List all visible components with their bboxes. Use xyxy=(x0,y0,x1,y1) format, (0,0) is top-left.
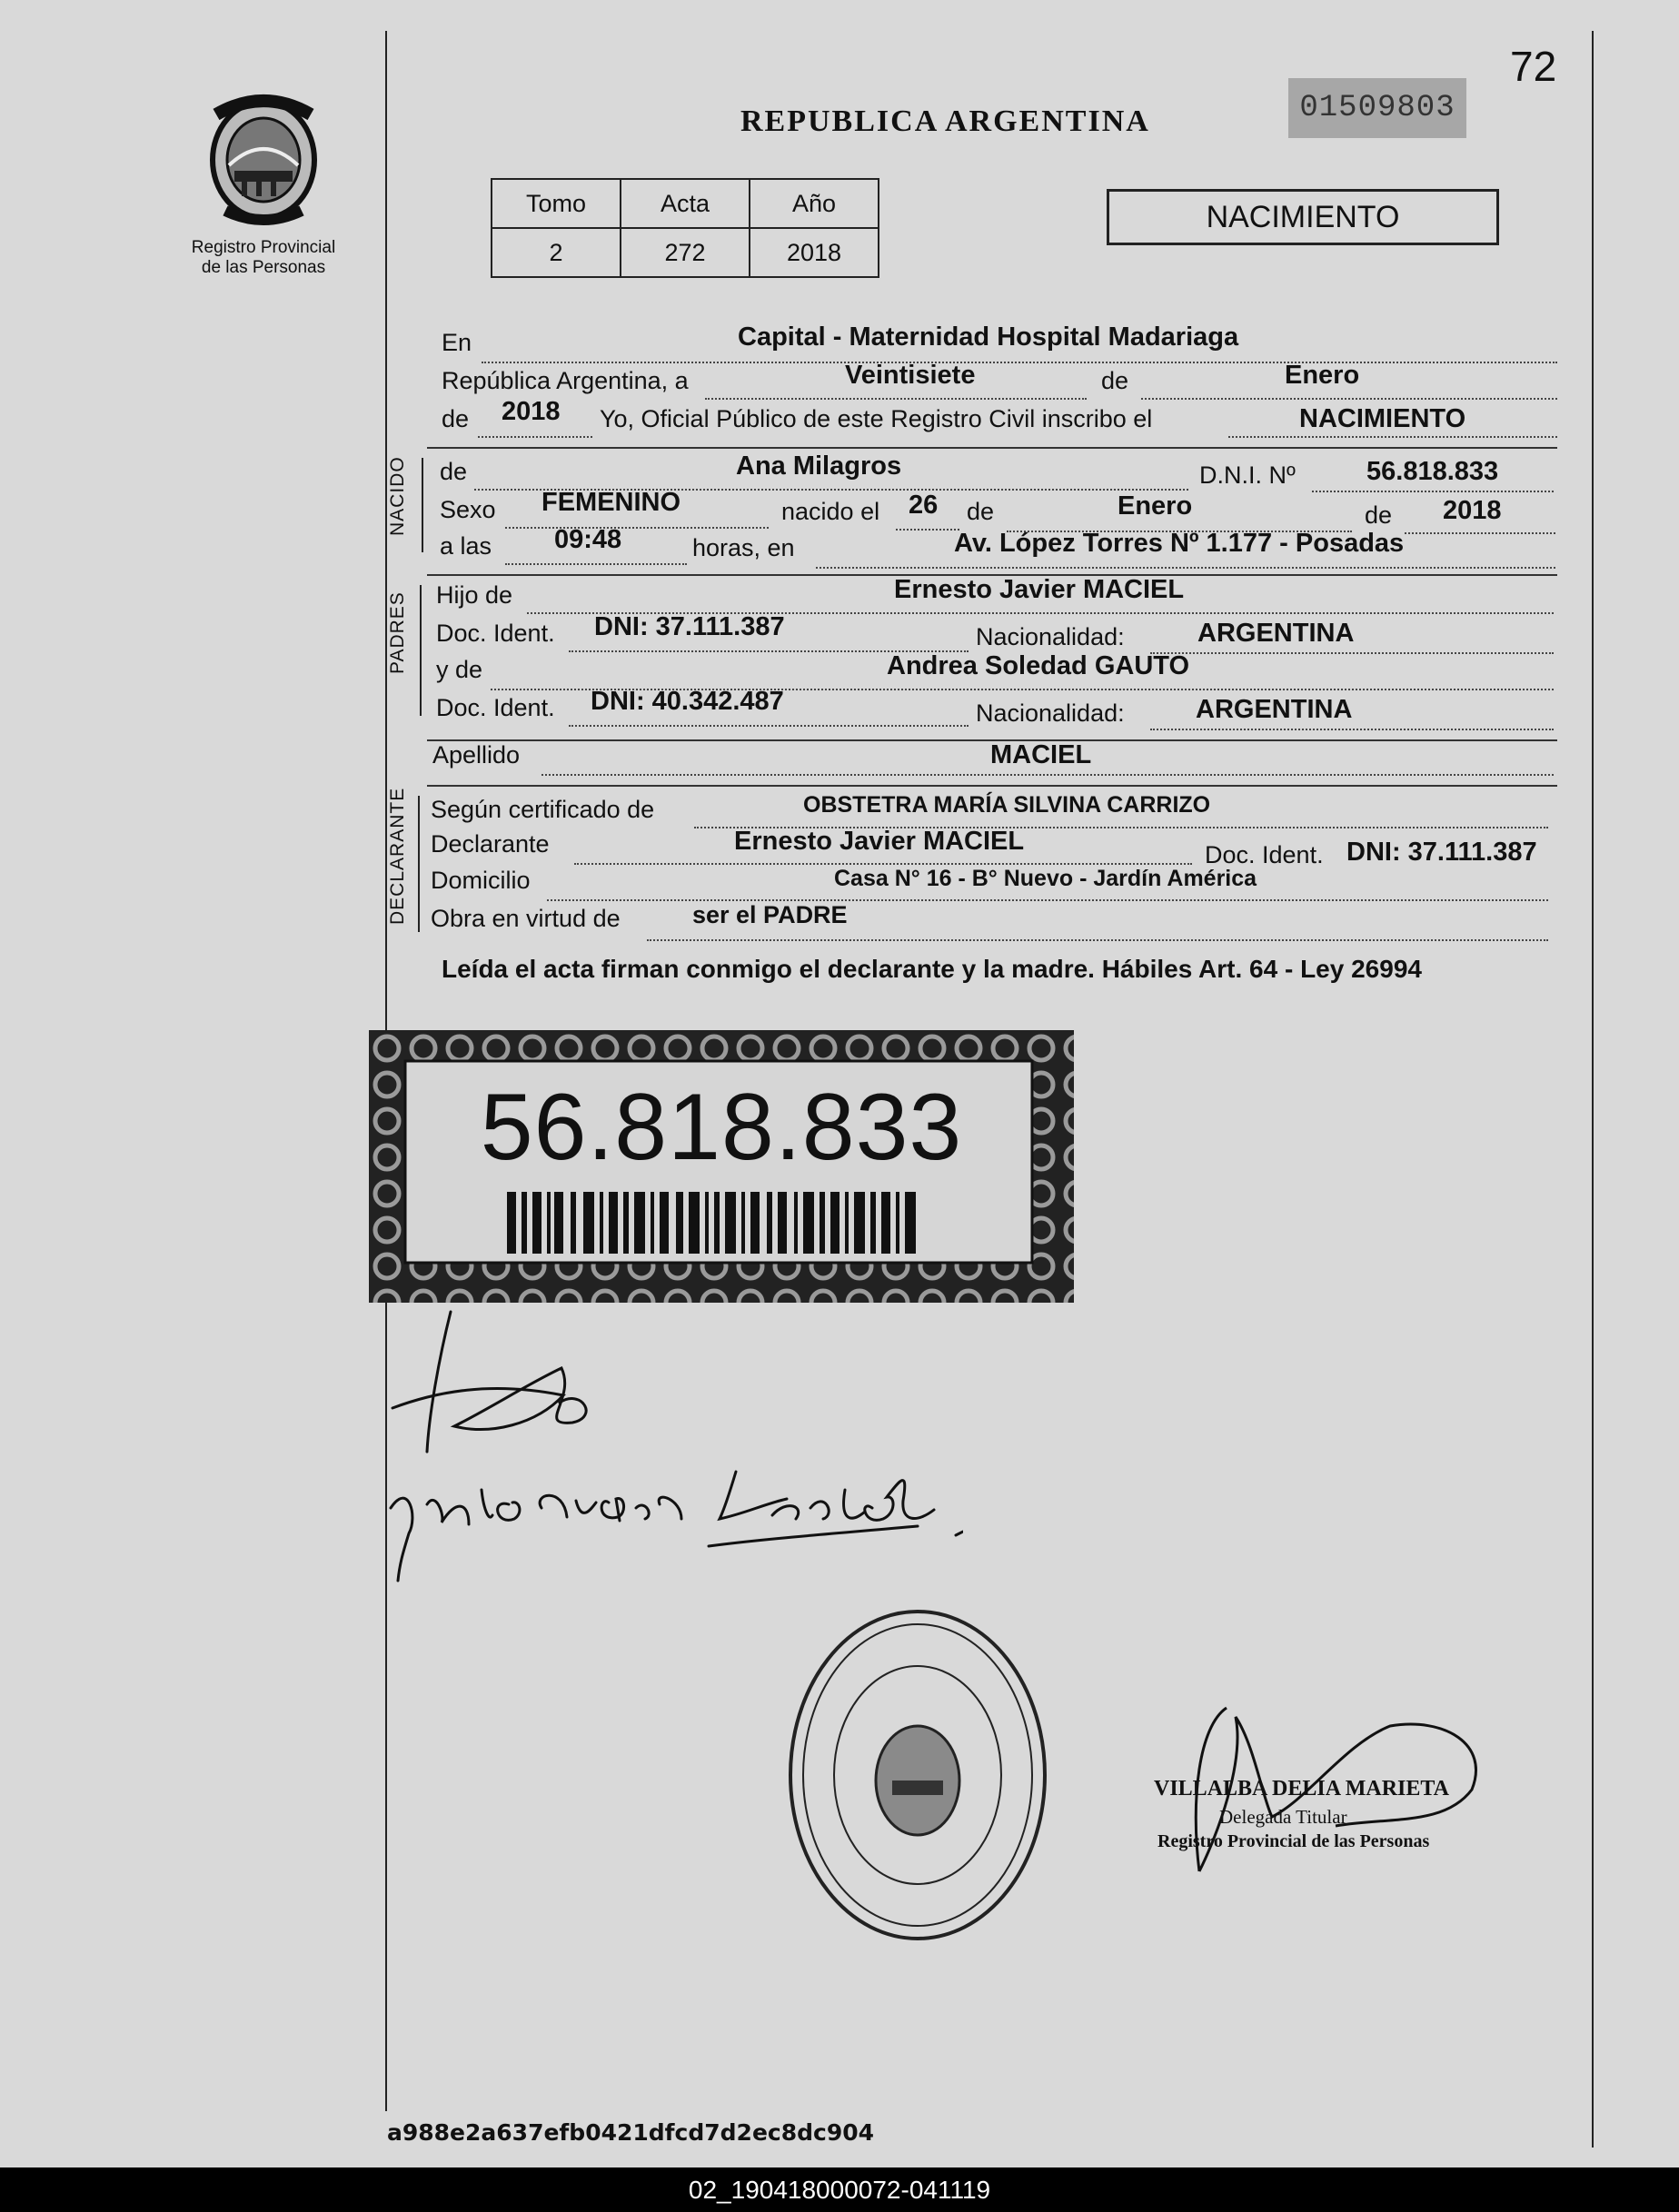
footer-id-bar: 02_190418000072-041119 xyxy=(0,2167,1679,2212)
registry-caption: Registro Provincial de las Personas xyxy=(191,238,336,277)
father-doc-value: DNI: 37.111.387 xyxy=(594,612,785,641)
nacido-el-label: nacido el xyxy=(781,498,880,525)
signing-note: Leída el acta firman conmigo el declarante y la madre. Hábiles Art. 64 - Ley 26994 xyxy=(442,955,1422,983)
declarant-signature-stroke xyxy=(427,1312,451,1452)
record-type-box: NACIMIENTO xyxy=(1107,189,1499,245)
apellido-value: MACIEL xyxy=(990,740,1092,769)
tomo-header: Tomo xyxy=(492,179,621,228)
de-label: de xyxy=(1101,367,1129,394)
dotted-line xyxy=(647,939,1548,941)
birth-time-value: 09:48 xyxy=(554,525,622,554)
nacionalidad-label: Nacionalidad: xyxy=(976,623,1125,650)
hijo-de-label: Hijo de xyxy=(436,581,513,609)
document-heading: REPUBLICA ARGENTINA xyxy=(740,104,1150,138)
father-name-value: Ernesto Javier MACIEL xyxy=(894,575,1185,604)
dotted-line xyxy=(1141,398,1557,400)
father-nationality-value: ARGENTINA xyxy=(1197,619,1355,648)
day-words-value: Veintisiete xyxy=(845,361,976,390)
doc-ident-label: Doc. Ident. xyxy=(1205,841,1324,868)
signatures-handwritten xyxy=(382,1308,963,1599)
barcode-icon xyxy=(507,1192,925,1254)
dotted-line xyxy=(1312,491,1554,492)
apellido-label: Apellido xyxy=(432,741,521,769)
mother-name-value: Andrea Soledad GAUTO xyxy=(887,651,1190,680)
mother-signature-stroke xyxy=(391,1490,520,1581)
record-table-values xyxy=(492,228,879,277)
dotted-line xyxy=(574,863,1192,865)
declarante-bracket xyxy=(418,796,420,932)
doc-ident-label: Doc. Ident. xyxy=(436,694,555,721)
record-table-header xyxy=(492,179,879,228)
dotted-line xyxy=(505,527,769,529)
official-title: Delegada Titular xyxy=(1219,1806,1347,1828)
official-stamp xyxy=(1145,1690,1508,1890)
acta-header: Acta xyxy=(621,179,750,228)
nacido-de-label: de xyxy=(440,458,468,485)
certificado-label: Según certificado de xyxy=(431,796,655,823)
birth-day-value: 26 xyxy=(909,491,939,520)
de-label: de xyxy=(967,498,995,525)
en-label: En xyxy=(442,329,472,356)
nacionalidad-label: Nacionalidad: xyxy=(976,699,1125,727)
mother-signature-stroke xyxy=(956,1532,963,1535)
dotted-line xyxy=(1405,532,1555,534)
dotted-line xyxy=(1150,729,1554,730)
tomo-value: 2 xyxy=(492,228,621,277)
declarante-label: Declarante xyxy=(431,830,550,858)
dni-label: D.N.I. Nº xyxy=(1199,461,1296,489)
child-name-value: Ana Milagros xyxy=(736,451,902,481)
mother-doc-value: DNI: 40.342.487 xyxy=(591,687,784,716)
de-year-label: de xyxy=(442,405,470,432)
official-seal-icon xyxy=(781,1602,1054,1948)
official-name: VILLALBA DELIA MARIETA xyxy=(1154,1777,1449,1800)
declarante-doc-value: DNI: 37.111.387 xyxy=(1346,838,1537,867)
page-number: 72 xyxy=(1510,43,1557,90)
domicilio-value: Casa N° 16 - B° Nuevo - Jardín América xyxy=(834,866,1257,891)
obra-value: ser el PADRE xyxy=(692,901,848,928)
dotted-line xyxy=(482,362,1557,363)
acta-value: 272 xyxy=(621,228,750,277)
document-hash: a988e2a637efb0421dfcd7d2ec8dc904 xyxy=(387,2119,875,2146)
sexo-label: Sexo xyxy=(440,496,496,523)
mother-signature-underline xyxy=(709,1526,918,1546)
inscribo-text: Yo, Oficial Público de este Registro Civil inscribo el xyxy=(600,405,1153,432)
mother-signature-stroke xyxy=(720,1472,934,1520)
section-divider xyxy=(427,447,1557,449)
doc-ident-label: Doc. Ident. xyxy=(436,620,555,647)
padres-side-label: PADRES xyxy=(387,591,408,674)
dotted-line xyxy=(1150,652,1554,654)
right-margin-line xyxy=(1592,31,1594,2148)
birth-year-value: 2018 xyxy=(1443,496,1502,525)
inscribo-value: NACIMIENTO xyxy=(1299,404,1466,433)
dotted-line xyxy=(1228,436,1557,438)
ano-header: Año xyxy=(750,179,879,228)
dotted-line xyxy=(505,563,687,565)
child-dni-value: 56.818.833 xyxy=(1366,457,1499,486)
domicilio-label: Domicilio xyxy=(431,867,531,894)
serial-stamp: 01509803 xyxy=(1288,78,1466,138)
sexo-value: FEMENINO xyxy=(541,488,681,517)
dotted-line xyxy=(816,567,1555,569)
dni-stamp xyxy=(369,1030,1074,1303)
year-value: 2018 xyxy=(502,397,561,426)
horas-en-label: horas, en xyxy=(692,534,795,561)
place-value: Capital - Maternidad Hospital Madariaga xyxy=(738,322,1239,352)
obra-label: Obra en virtud de xyxy=(431,905,621,932)
dotted-line xyxy=(478,436,592,438)
certificado-value: OBSTETRA MARÍA SILVINA CARRIZO xyxy=(803,792,1211,818)
dni-stamp-number: 56.818.833 xyxy=(480,1075,963,1180)
declarante-value: Ernesto Javier MACIEL xyxy=(734,827,1025,856)
section-divider xyxy=(427,785,1557,787)
dotted-line xyxy=(896,529,959,531)
dotted-line xyxy=(569,725,969,727)
ano-value: 2018 xyxy=(750,228,879,277)
mother-signature-stroke xyxy=(540,1495,681,1521)
record-table xyxy=(491,178,879,278)
a-las-label: a las xyxy=(440,532,492,560)
birth-month-value: Enero xyxy=(1118,491,1193,521)
misiones-coat-of-arms-icon xyxy=(193,87,334,229)
declarante-side-label: DECLARANTE xyxy=(387,787,408,925)
nacido-side-label: NACIDO xyxy=(387,456,408,536)
republica-label: República Argentina, a xyxy=(442,367,689,394)
de-label: de xyxy=(1365,501,1393,529)
dotted-line xyxy=(541,774,1554,776)
declarant-signature-stroke xyxy=(392,1368,586,1429)
padres-bracket xyxy=(420,585,422,716)
nacido-bracket xyxy=(422,458,423,552)
official-office: Registro Provincial de las Personas xyxy=(1157,1831,1430,1851)
month-value: Enero xyxy=(1285,361,1360,390)
y-de-label: y de xyxy=(436,656,483,683)
birth-address-value: Av. López Torres Nº 1.177 - Posadas xyxy=(954,529,1405,558)
mother-nationality-value: ARGENTINA xyxy=(1196,695,1353,724)
dotted-line xyxy=(705,398,1087,400)
